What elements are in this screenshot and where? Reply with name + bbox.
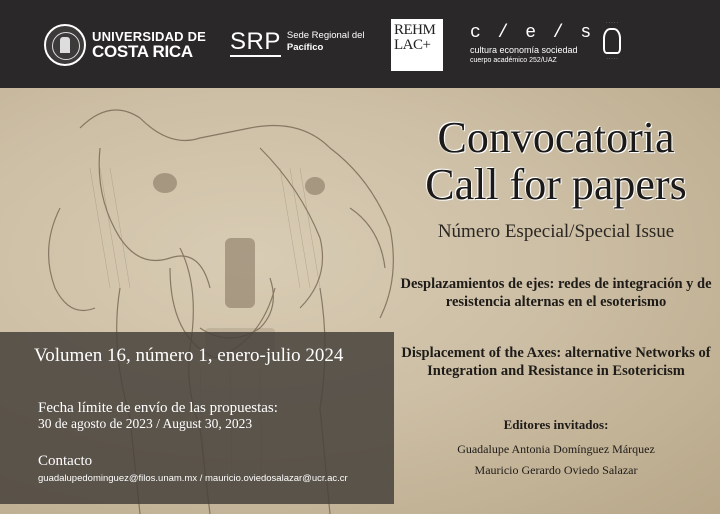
deadline-label: Fecha límite de envío de las propuestas:: [38, 400, 278, 416]
ucr-seal-icon: [44, 24, 86, 66]
crest-logo-icon: [590, 20, 634, 76]
srp-line2: Pacífico: [286, 42, 324, 53]
srp-line1: Sede Regional del: [286, 30, 365, 41]
editor-name: Mauricio Gerardo Oviedo Salazar: [474, 463, 638, 477]
ces-line2: cuerpo académico 252/UAZ: [470, 57, 557, 64]
crest-bottom-text: · · · · ·: [606, 56, 618, 61]
crest-top-text: · · · · ·: [605, 20, 619, 25]
rehm-line2: LAC+: [394, 37, 431, 53]
ucr-line2: COSTA RICA: [92, 42, 193, 61]
ucr-wordmark: [92, 30, 206, 60]
rehm-line1: REHM: [394, 22, 436, 38]
title-english: Call for papers: [425, 160, 687, 209]
topic-spanish: Desplazamientos de ejes: redes de integración y de resistencia alternas en el esoterismo: [400, 276, 712, 310]
deadline-date: 30 de agosto de 2023 / August 30, 2023: [38, 416, 253, 431]
srp-name: [287, 30, 365, 54]
volume-info: Volumen 16, número 1, enero-julio 2024: [34, 345, 344, 366]
srp-acronym: SRP: [230, 28, 281, 55]
ucr-logo: [44, 22, 206, 68]
info-panel: [0, 332, 394, 504]
logo-bar: [0, 0, 720, 88]
contact-emails[interactable]: guadalupedominguez@filos.unam.mx / mauricio.oviedosalazar@ucr.ac.cr: [38, 473, 348, 484]
ces-title: c / e / s: [470, 23, 595, 43]
special-issue-subtitle: Número Especial/Special Issue: [437, 221, 675, 242]
editors-heading: Editores invitados:: [503, 417, 609, 432]
srp-logo: [230, 30, 365, 57]
contact-label: Contacto: [38, 453, 93, 469]
rehmlac-logo: [391, 19, 443, 71]
title-spanish: Convocatoria: [437, 113, 675, 162]
topic-english: Displacement of the Axes: alternative Networks of Integration and Resistance in Esotericism: [401, 345, 711, 379]
crest-shape-icon: [603, 28, 621, 54]
ces-line1: cultura economía sociedad: [470, 45, 578, 55]
ucr-line1: UNIVERSIDAD DE: [92, 29, 207, 44]
editor-name: Guadalupe Antonia Domínguez Márquez: [457, 442, 655, 456]
ces-logo: [470, 24, 594, 64]
